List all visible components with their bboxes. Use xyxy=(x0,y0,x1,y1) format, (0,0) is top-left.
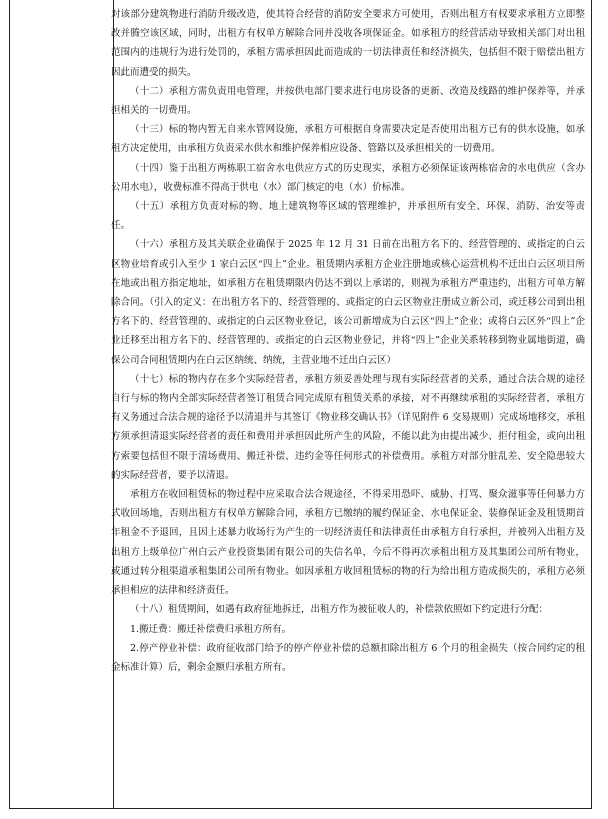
clause-13: （十三）标的物内暂无自来水管网设施，承租方可根据自身需要决定是否使用出租方已有的供水设施，如承租方决定使用，由承租方负责采水供水和维护保养相应设备、管路以及承担相关的一切费用。 xyxy=(111,124,585,155)
clause-content xyxy=(111,5,585,677)
clause-15: （十五）承租方负责对标的物、地上建筑物等区域的管理维护，并承担所有安全、环保、消防、治安等责任。 xyxy=(111,201,585,232)
clause-18-item-2: 2.停产停业补偿：政府征收部门给予的停产停业补偿的总额扣除出租方 6 个月的租金损失（按合同约定的租金标准计算）后，剩余金额归承租方所有。 xyxy=(111,642,585,673)
clause-14: （十四）鉴于出租方两栋职工宿舍水电供应方式的历史现实，承租方必须保证该两栋宿舍的水电供应（含办公用水电），收费标准不得高于供电（水）部门核定的电（水）价标准。 xyxy=(111,162,585,193)
clause-16: （十六）承租方及其关联企业确保于 2025 年 12 月 31 日前在出租方名下的、经营管理的、或指定的白云区物业培育或引入至少 1 家白云区“四上”企业。租赁期内承租方企业注册地或核心运营机构不迁出白云区项目所在地或出租方指定地址，如承租方在租赁期限内仍达不到以上承诺的，则视为承租方严重违约，出租方可单方解除合同。（引入的定义：在出租方名下的、经营管理的、或指定的白云区物业注册成立新公司，或迁移公司到出租方名下的、经营管理的、或指定的白云区物业登记，该公司新增成为白云区“四上”企业；或将白云区外“四上”企业迁移至出租方名下的、经营管理的、或指定的白云区物业登记，并将“四上”企业关系转移到物业属地街道，确保公司合同租赁期内在白云区纳统、纳统，主营业地不迁出白云区） xyxy=(111,239,585,366)
clause-12: （十二）承租方需负责用电管理，并按供电部门要求进行电房设备的更新、改造及线路的维护保养等，并承担相关的一切费用。 xyxy=(111,85,585,117)
clause-18-item-1: 1.搬迁费：搬迁补偿费归承租方所有。 xyxy=(130,623,292,635)
clause-17-supplement: 承租方在收回租赁标的物过程中应采取合法合规途径，不得采用恐吓、威胁、打骂、聚众滋事等任何暴力方式收回场地，否则出租方有权单方解除合同，承租方已缴纳的履约保证金、水电保证金、装修保证金及租赁期首年租金不予退回，且因上述暴力收场行为产生的一切经济责任和法律责任由承租方自行承担，并被列入出租方及出租方上级单位广州白云产业投资集团有限公司的失信名单，今后不得再次承租出租方及其集团公司所有物业，或通过转分租渠道承租集团公司所有物业。如因承租方收回租赁标的物的行为给出租方造成损失的，承租方必须承担相应的法律和经济责任。 xyxy=(111,489,585,597)
clause-18: （十八）租赁期间，如遇有政府征地拆迁，出租方作为被征收人的，补偿款依照如下约定进行分配： xyxy=(130,604,549,616)
clause-17: （十七）标的物内存在多个实际经营者，承租方须妥善处理与现有实际经营者的关系，通过合法合规的途径自行与标的物内全部实际经营者签订租赁合同完成原有租赁关系的承接，对不再继续承租的实际经营者，承租方有义务通过合法合规的途径予以清退并与其签订《物业移交确认书》（详见附件 6 交易规则）完成场地移交，承租方须承担清退实际经营者的责任和费用并承担因此所产生的风险，不能以此为由提出减少、拒付租金，或向出租方索要包括但不限于清场费用、搬迁补偿、违约金等任何形式的补偿费用。承租方对部分脏乱差、安全隐患较大的实际经营者，要予以清退。 xyxy=(111,373,585,481)
clause-text-continuation: 对该部分建筑物进行消防升级改造，使其符合经营的消防安全要求方可使用，否则出租方有权要求承租方立即整改并腾空该区域，同时，出租方有权单方解除合同并没收各项保证金。如承租方的经营活动导致相关部门对出租范围内的违规行为进行处罚的，承租方需承担因此而造成的一切法律责任和经济损失，包括但不限于赔偿出租方因此而遭受的损失。 xyxy=(111,9,585,78)
